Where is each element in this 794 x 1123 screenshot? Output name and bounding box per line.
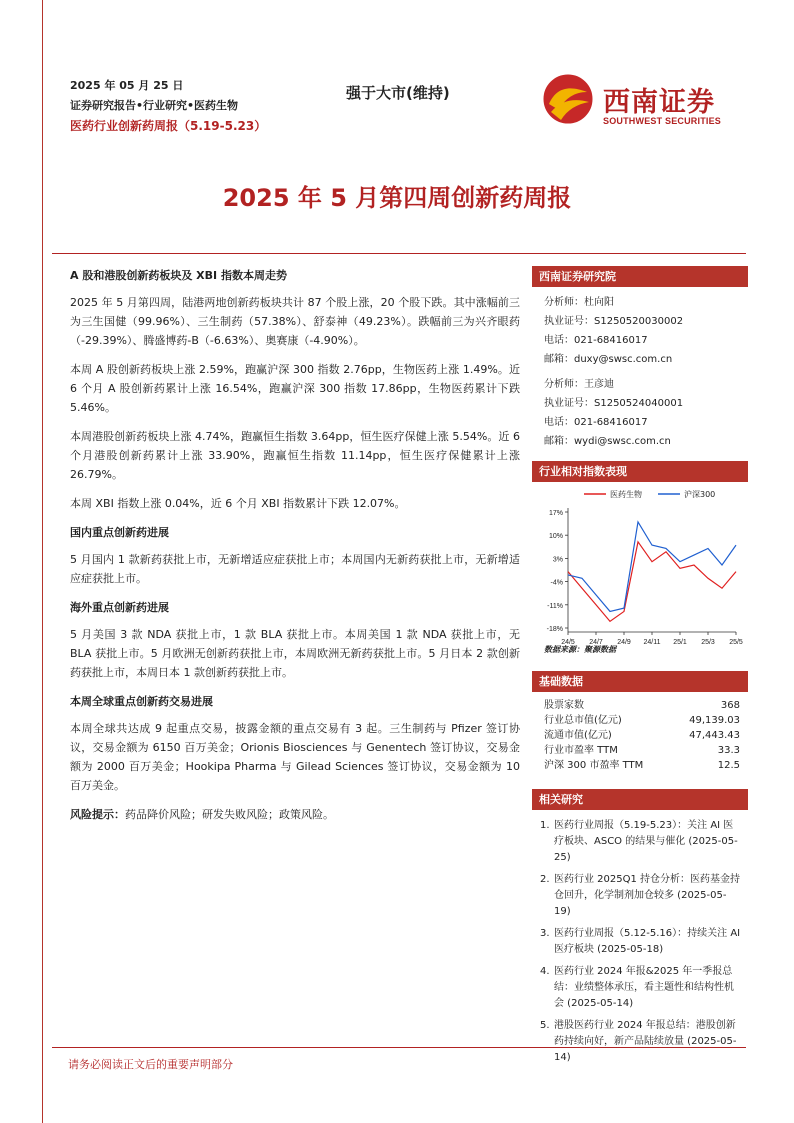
stat-row xyxy=(544,758,740,773)
stat-value: 49,139.03 xyxy=(689,715,740,726)
paragraph: 本周 A 股创新药板块上涨 2.59%，跑赢沪深 300 指数 2.76pp，生物医药上涨 1.49%。近 6 个月 A 股创新药累计上涨 16.54%，跑赢沪深 300 指数 17.86pp，生物医药累计下跌 5.46%。 xyxy=(70,363,520,414)
sidebar xyxy=(532,266,748,1072)
y-tick-label: -18% xyxy=(546,626,563,633)
related-text: 医药行业 2024 年报&2025 年一季报总结：业绩整体承压，看主题性和结构性机会 (2025-05-14) xyxy=(554,966,734,1009)
footer-divider xyxy=(52,1047,746,1048)
analyst-name: 分析师：杜向阳 xyxy=(544,297,614,308)
analyst-name: 分析师：王彦迪 xyxy=(544,379,614,390)
related-num: 1. xyxy=(540,820,550,831)
x-tick-label: 24/5 xyxy=(561,639,575,646)
stat-value: 12.5 xyxy=(717,760,740,771)
section-title: 国内重点创新药进展 xyxy=(70,526,169,539)
header-meta xyxy=(70,76,266,136)
legend-label: 医药生物 xyxy=(610,490,642,499)
y-tick-label: 3% xyxy=(552,556,563,564)
stat-label: 行业市盈率 TTM xyxy=(544,745,618,756)
section-title: A 股和港股创新药板块及 XBI 指数本周走势 xyxy=(70,269,287,282)
analyst-phone: 电话：021-68416017 xyxy=(544,335,648,346)
stat-value: 33.3 xyxy=(717,745,740,756)
x-tick-label: 24/9 xyxy=(617,639,631,646)
risk-text: 药品降价风险；研发失败风险；政策风险。 xyxy=(125,808,334,821)
performance-chart-svg xyxy=(532,482,748,646)
stat-label: 行业总市值(亿元) xyxy=(544,715,622,726)
chart-source: 数据来源：聚源数据 xyxy=(544,645,616,654)
analyst-email[interactable]: 邮箱：wydi@swsc.com.cn xyxy=(544,436,671,447)
related-num: 5. xyxy=(540,1020,550,1031)
x-tick-label: 24/11 xyxy=(643,639,661,646)
related-text: 医药行业周报（5.12-5.16）：持续关注 AI 医疗板块 (2025-05-18) xyxy=(554,928,741,955)
report-category: 证券研究报告•行业研究•医药生物 xyxy=(70,99,239,112)
related-item[interactable] xyxy=(540,818,742,866)
sidebar-header-performance: 行业相对指数表现 xyxy=(532,461,748,482)
page-title: 2025 年 5 月第四周创新药周报 xyxy=(222,184,572,212)
related-num: 2. xyxy=(540,874,550,885)
related-num: 4. xyxy=(540,966,550,977)
stat-label: 沪深 300 市盈率 TTM xyxy=(544,760,644,771)
left-margin-rule xyxy=(42,0,43,1123)
related-text: 医药行业 2025Q1 持仓分析：医药基金持仓回升，化学制剂加仓较多 (2025-05-19) xyxy=(554,874,741,917)
stat-row xyxy=(544,713,740,728)
report-series: 医药行业创新药周报（5.19-5.23） xyxy=(70,119,267,133)
stat-row xyxy=(544,728,740,743)
x-tick-label: 25/1 xyxy=(673,639,687,646)
title-divider xyxy=(52,253,746,254)
related-text: 医药行业周报（5.19-5.23）：关注 AI 医疗板块、ASCO 的结果与催化 (2025-05-25) xyxy=(554,820,738,863)
x-tick-label: 25/5 xyxy=(729,639,743,646)
performance-chart xyxy=(532,482,748,646)
related-item[interactable] xyxy=(540,926,742,958)
basic-data-table xyxy=(532,692,748,779)
paragraph: 5 月美国 3 款 NDA 获批上市，1 款 BLA 获批上市。本周美国 1 款 NDA 获批上市，无 BLA 获批上市。5 月欧洲无创新药获批上市，本周欧洲无新药获批上市。5 月日本 2 款创新药获批上市，本周日本 1 款创新药获批上市。 xyxy=(70,628,520,679)
rating: 强于大市(维持) xyxy=(346,84,450,102)
sidebar-header-basic: 基础数据 xyxy=(532,671,748,692)
paragraph: 2025 年 5 月第四周，陆港两地创新药板块共计 87 个股上涨，20 个股下跌。其中涨幅前三为三生国健（99.96%）、三生制药（57.38%）、舒泰神（49.23%）。跌幅前三为兴齐眼药（-29.39%）、腾盛博药-B（-6.63%）、奥赛康（-4.90%）。 xyxy=(70,296,520,347)
section-title: 海外重点创新药进展 xyxy=(70,601,169,614)
stat-value: 47,443.43 xyxy=(689,730,740,741)
analyst-block xyxy=(532,287,748,371)
stat-label: 流通市值(亿元) xyxy=(544,730,612,741)
logo xyxy=(543,74,743,130)
footer-disclaimer: 请务必阅读正文后的重要声明部分 xyxy=(68,1058,233,1071)
y-tick-label: 10% xyxy=(548,533,563,541)
series-line xyxy=(568,542,736,622)
analyst-cert: 执业证号：S1250520030002 xyxy=(544,316,684,327)
y-tick-label: 17% xyxy=(548,510,563,517)
section-title: 本周全球重点创新药交易进展 xyxy=(70,695,213,708)
stat-value: 368 xyxy=(720,700,740,711)
related-item[interactable] xyxy=(540,964,742,1012)
logo-mark-icon xyxy=(543,74,593,124)
stat-row xyxy=(544,743,740,758)
related-text: 港股医药行业 2024 年报总结：港股创新药持续向好，新产品陆续放量 (2025-05-14) xyxy=(554,1020,737,1063)
x-tick-label: 25/3 xyxy=(701,639,715,646)
sidebar-header-related: 相关研究 xyxy=(532,789,748,810)
analyst-block xyxy=(532,371,748,453)
related-item[interactable] xyxy=(540,872,742,920)
y-tick-label: -11% xyxy=(547,602,563,610)
main-content xyxy=(70,262,520,834)
stat-label: 股票家数 xyxy=(544,700,584,711)
paragraph: 5 月国内 1 款新药获批上市，无新增适应症获批上市；本周国内无新药获批上市，无新增适应症获批上市。 xyxy=(70,553,520,585)
analyst-cert: 执业证号：S1250524040001 xyxy=(544,398,684,409)
x-tick-label: 24/7 xyxy=(589,639,603,646)
related-item[interactable] xyxy=(540,1018,742,1066)
sidebar-header-institute: 西南证券研究院 xyxy=(532,266,748,287)
risk-warning xyxy=(70,805,520,824)
paragraph: 本周 XBI 指数上涨 0.04%，近 6 个月 XBI 指数累计下跌 12.07%。 xyxy=(70,497,406,510)
stat-row xyxy=(544,698,740,713)
related-research xyxy=(532,810,748,1066)
related-num: 3. xyxy=(540,928,550,939)
y-tick-label: -4% xyxy=(550,579,563,587)
series-line xyxy=(568,522,736,611)
paragraph: 本周全球共达成 9 起重点交易，披露金额的重点交易有 3 起。三生制药与 Pfizer 签订协议，交易金额为 6150 百万美金；Orionis Biosciences 与 Genentech 签订协议，交易金额为 2000 百万美金；Hookipa Pharma 与 Gilead Sciences 签订协议，交易金额为 10 百万美金。 xyxy=(70,722,520,792)
legend-label: 沪深300 xyxy=(684,490,716,499)
report-date: 2025 年 05 月 25 日 xyxy=(70,79,184,92)
analyst-email[interactable]: 邮箱：duxy@swsc.com.cn xyxy=(544,354,673,365)
paragraph: 本周港股创新药板块上涨 4.74%，跑赢恒生指数 3.64pp，恒生医疗保健上涨 5.54%。近 6 个月港股创新药累计上涨 33.90%，跑赢恒生指数 11.14pp，恒生医疗保健累计上涨 26.79%。 xyxy=(70,430,520,481)
analyst-phone: 电话：021-68416017 xyxy=(544,417,648,428)
logo-cn: 西南证券 xyxy=(603,87,715,118)
logo-en: SOUTHWEST SECURITIES xyxy=(603,116,722,126)
risk-label: 风险提示： xyxy=(70,808,125,821)
